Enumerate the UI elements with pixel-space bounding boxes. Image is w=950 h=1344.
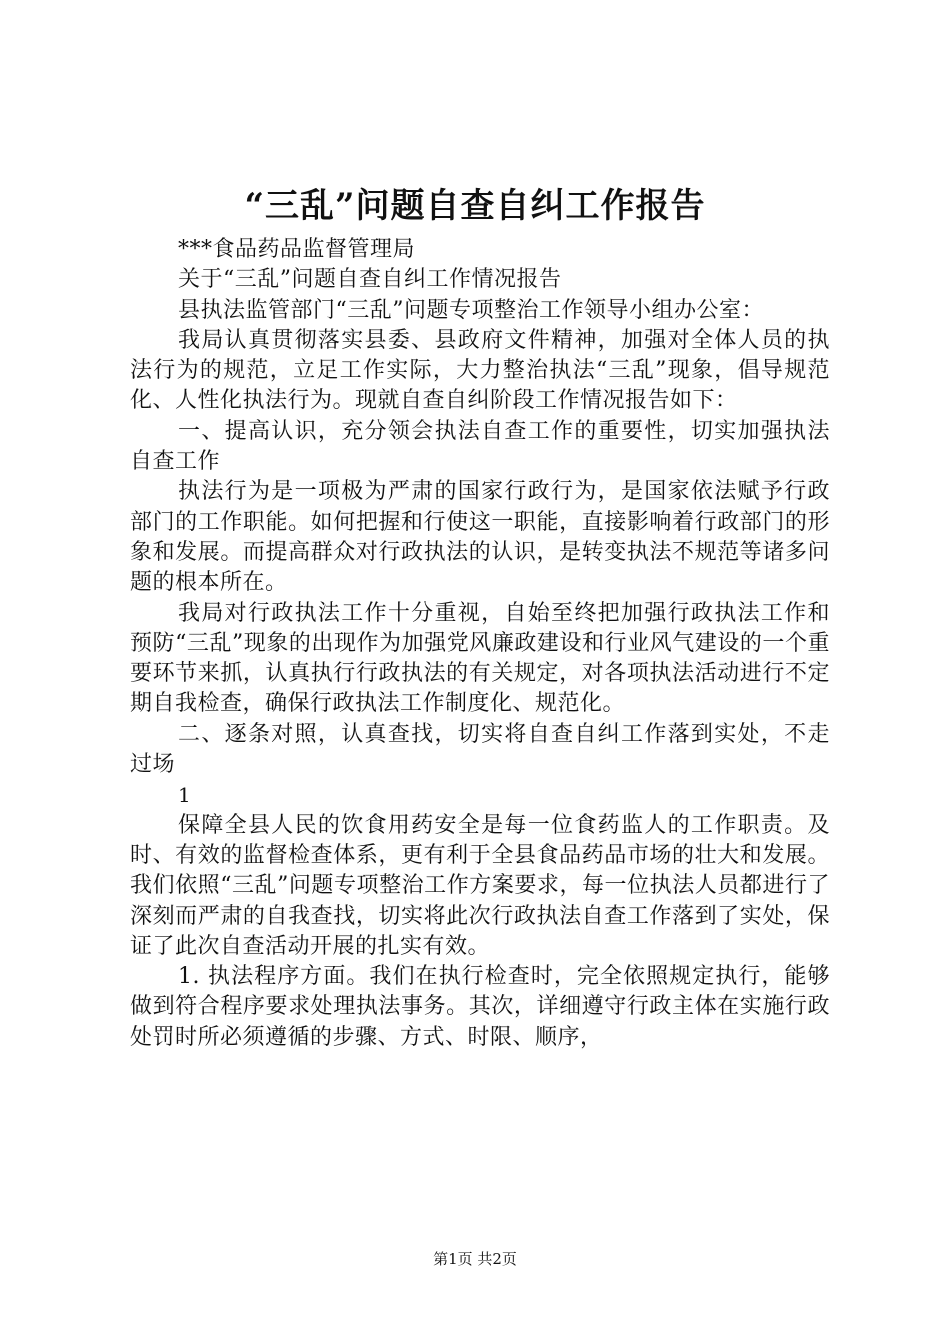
body-paragraph: 执法行为是一项极为严肃的国家行政行为，是国家依法赋予行政部门的工作职能。如何把握和行使这一职能，直接影响着行政部门的形象和发展。而提高群众对行政执法的认识，是转变执法不规范等诸多问题的根本所在。 [130, 479, 830, 596]
section-heading-1: 一、提高认识，充分领会执法自查工作的重要性，切实加强执法自查工作 [130, 418, 830, 475]
intro-paragraph: 我局认真贯彻落实县委、县政府文件精神，加强对全体人员的执法行为的规范，立足工作实际，大力整治执法“三乱”现象，倡导规范化、人性化执法行为。现就自查自纠阶段工作情况报告如下： [130, 327, 830, 414]
body-paragraph: 我局对行政执法工作十分重视，自始至终把加强行政执法工作和预防“三乱”现象的出现作为加强党风廉政建设和行业风气建设的一个重要环节来抓，认真执行行政执法的有关规定，对各项执法活动进行不定期自我检查，确保行政执法工作制度化、规范化。 [130, 600, 830, 717]
addressee-line: 县执法监管部门“三乱”问题专项整治工作领导小组办公室： [178, 297, 764, 323]
document-title: “三乱”问题自查自纠工作报告 [244, 186, 706, 226]
inline-page-number: 1 [178, 783, 192, 808]
body-paragraph: 保障全县人民的饮食用药安全是每一位食药监人的工作职责。及时、有效的监督检查体系，更有利于全县食品药品市场的壮大和发展。我们依照“三乱”问题专项整治工作方案要求，每一位执法人员都进行了深刻而严肃的自我查找，切实将此次行政执法自查工作落到了实处，保证了此次自查活动开展的扎实有效。 [130, 812, 830, 959]
body-paragraph: 1. 执法程序方面。我们在执行检查时，完全依照规定执行，能够做到符合程序要求处理执法事务。其次，详细遵守行政主体在实施行政处罚时所必须遵循的步骤、方式、时限、顺序， [130, 964, 830, 1050]
report-subtitle: 关于“三乱”问题自查自纠工作情况报告 [178, 267, 562, 293]
issuer-line: ***食品药品监督管理局 [178, 237, 416, 262]
page-footer: 第1页 共2页 [433, 1250, 517, 1268]
section-heading-2: 二、逐条对照，认真查找，切实将自查自纠工作落到实处，不走过场 [130, 721, 830, 778]
document-body [130, 235, 830, 1053]
